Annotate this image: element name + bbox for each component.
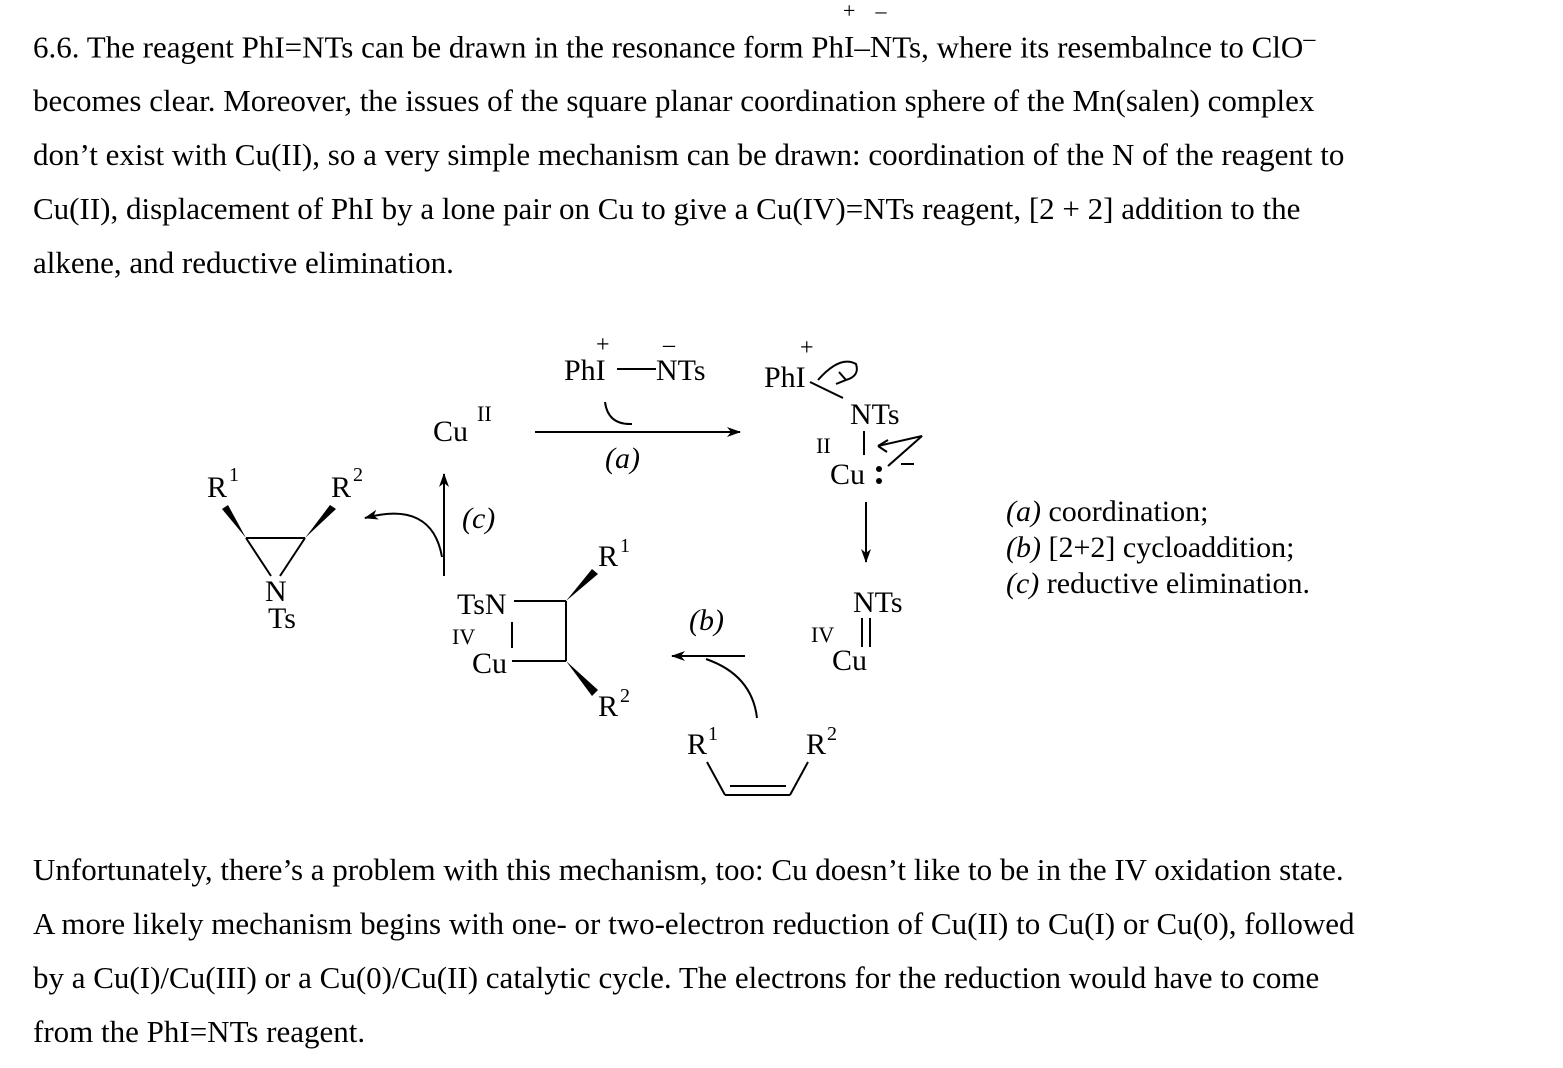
legend-step-a: (a) coordination; bbox=[1006, 495, 1209, 528]
aziridine-r1-sup: 1 bbox=[229, 464, 239, 486]
intermediate-phi: PhI bbox=[764, 361, 806, 394]
ring-tsn: TsN bbox=[457, 588, 507, 621]
alkene-approach-curve bbox=[706, 659, 757, 718]
alkene-r1: R bbox=[687, 728, 708, 761]
ring-r2: R bbox=[598, 690, 619, 723]
aziridine-r1-wedge-bond bbox=[222, 505, 246, 538]
aziridine-r2-wedge-bond bbox=[305, 505, 336, 538]
step-a-label: (a) bbox=[605, 442, 640, 475]
alkene-r2: R bbox=[806, 728, 827, 761]
alkene-r1-bond bbox=[707, 762, 725, 795]
imido-oxidation-state: IV bbox=[811, 622, 835, 647]
legend-step-c: (c) reductive elimination. bbox=[1006, 567, 1311, 600]
intermediate-nts: NTs bbox=[850, 398, 900, 431]
intro-line-3: don’t exist with Cu(II), so a very simple mechanism can be drawn: coordination of the N of the reagent to bbox=[33, 137, 1345, 173]
aziridine-n: N bbox=[265, 575, 287, 608]
conclusion-line-4: from the PhI=NTs reagent. bbox=[33, 1014, 366, 1049]
aziridine-ts: Ts bbox=[268, 602, 296, 635]
electron-arrow-iodine bbox=[818, 362, 857, 380]
aziridine-r1: R bbox=[207, 471, 228, 504]
alkene-r2-bond bbox=[790, 762, 808, 795]
electron-arrow-iodine-head bbox=[836, 372, 846, 384]
alkene-r2-sup: 2 bbox=[827, 723, 837, 745]
aziridine-c-n-bond-right bbox=[280, 538, 305, 576]
ring-r1-wedge-bond bbox=[566, 569, 598, 601]
lone-pair-dot-2 bbox=[876, 478, 882, 484]
ring-r2-sup: 2 bbox=[620, 685, 630, 707]
step-b-label: (b) bbox=[689, 604, 724, 637]
ring-r2-wedge-bond bbox=[566, 661, 598, 696]
aziridine-r2-sup: 2 bbox=[353, 464, 363, 486]
intermediate-oxidation-state: II bbox=[816, 433, 831, 458]
ring-oxidation-state: IV bbox=[452, 624, 476, 649]
aziridine-r2: R bbox=[331, 471, 352, 504]
copper-ii-catalyst: Cu bbox=[433, 415, 469, 448]
intermediate-cu: Cu bbox=[830, 458, 866, 491]
ring-r1-sup: 1 bbox=[620, 535, 630, 557]
intro-line-1: 6.6. The reagent PhI=NTs can be drawn in the resonance form Ph + I– – NTs, where its resembalnce to ClO– bbox=[33, 12, 1548, 74]
reagent-minus-charge: – bbox=[663, 332, 675, 358]
imido-nts: NTs bbox=[853, 586, 903, 619]
intermediate-plus-charge: + bbox=[800, 335, 814, 361]
reagent-nts: NTs bbox=[656, 354, 706, 387]
conclusion-line-2: A more likely mechanism begins with one- or two-electron reduction of Cu(II) to Cu(I) or Cu(0), followed bbox=[33, 906, 1355, 941]
alkene-r1-sup: 1 bbox=[708, 723, 718, 745]
intro-line-4: Cu(II), displacement of PhI by a lone pair on Cu to give a Cu(IV)=NTs reagent, [2 + 2] addition to the bbox=[33, 191, 1301, 227]
aziridine-release-curve bbox=[365, 514, 442, 557]
intro-line-5: alkene, and reductive elimination. bbox=[33, 245, 454, 281]
legend-step-b: (b) [2+2] cycloaddition; bbox=[1006, 531, 1295, 564]
reagent-plus-charge: + bbox=[596, 332, 610, 358]
conclusion-paragraph bbox=[33, 843, 1548, 1059]
electron-arrow-coordination bbox=[605, 402, 632, 424]
iodine-plus: + I bbox=[842, 0, 856, 65]
intro-line-2: becomes clear. Moreover, the issues of the square planar coordination sphere of the Mn(salen) complex bbox=[33, 83, 1315, 119]
ring-r1: R bbox=[598, 540, 619, 573]
intermediate-i-n-bond bbox=[810, 382, 843, 398]
step-legend bbox=[1006, 494, 1310, 602]
conclusion-line-3: by a Cu(I)/Cu(III) or a Cu(0)/Cu(II) catalytic cycle. The electrons for the reduction would have to come bbox=[33, 960, 1320, 995]
copper-ii-oxidation-state: II bbox=[477, 401, 492, 426]
electron-arrow-lone-pair-head bbox=[878, 440, 888, 452]
step-c-label: (c) bbox=[462, 502, 496, 535]
aziridine-c-n-bond-left bbox=[246, 538, 271, 576]
imido-cu: Cu bbox=[832, 644, 868, 677]
lone-pair-dot-1 bbox=[876, 466, 882, 472]
conclusion-line-1: Unfortunately, there’s a problem with this mechanism, too: Cu doesn’t like to be in the IV oxidation state. bbox=[33, 852, 1344, 887]
nitrogen-minus: – N bbox=[869, 0, 893, 65]
ring-cu: Cu bbox=[472, 647, 508, 680]
reagent-phi: PhI bbox=[564, 354, 606, 387]
